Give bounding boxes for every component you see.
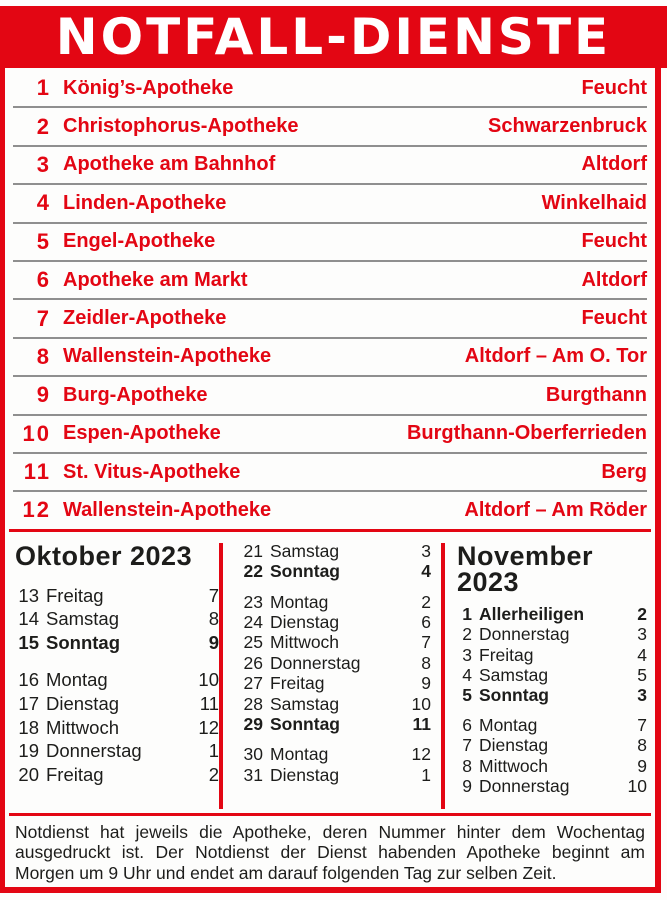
pharmacy-row xyxy=(13,416,647,454)
calendar-row xyxy=(457,685,647,705)
duty-pharmacy-number: 3 xyxy=(421,540,431,561)
calendar-row xyxy=(239,673,431,693)
day-number: 17 xyxy=(18,692,39,714)
day-number: 5 xyxy=(462,685,472,706)
pharmacy-row xyxy=(13,454,647,492)
day-label: Dienstag xyxy=(46,692,120,714)
day-number: 16 xyxy=(18,669,39,691)
duty-pharmacy-number: 1 xyxy=(421,764,431,785)
calendar-row xyxy=(239,541,431,561)
day-number: 8 xyxy=(462,755,472,776)
day-number: 14 xyxy=(18,608,39,630)
day-number: 3 xyxy=(462,644,472,665)
day-number: 20 xyxy=(18,764,39,786)
calendar-row xyxy=(457,624,647,644)
calendar-row xyxy=(239,561,431,581)
day-label: Dienstag xyxy=(270,611,340,632)
day-label: Montag xyxy=(479,714,538,735)
pharmacy-city: Winkelhaid xyxy=(541,191,647,214)
duty-pharmacy-number: 2 xyxy=(208,764,219,786)
pharmacy-row xyxy=(13,147,647,185)
calendar-column-october-cont xyxy=(223,541,441,813)
duty-pharmacy-number: 9 xyxy=(637,755,647,776)
calendar-column-november xyxy=(445,541,647,813)
calendar-row xyxy=(15,716,219,740)
pharmacy-number: 6 xyxy=(36,267,51,293)
day-label: Donnerstag xyxy=(479,624,570,645)
day-number: 30 xyxy=(243,744,263,765)
pharmacy-number: 10 xyxy=(22,420,51,446)
pharmacy-name: Zeidler-Apotheke xyxy=(63,307,227,330)
day-label: Montag xyxy=(46,669,108,691)
duty-pharmacy-number: 10 xyxy=(627,775,647,796)
day-label: Samstag xyxy=(46,608,120,630)
pharmacy-number: 8 xyxy=(36,343,51,369)
duty-pharmacy-number: 7 xyxy=(208,584,219,606)
duty-pharmacy-number: 7 xyxy=(421,632,431,653)
calendar-row xyxy=(457,645,647,665)
calendar-row xyxy=(239,765,431,785)
day-label: Allerheiligen xyxy=(479,603,585,624)
pharmacy-number: 9 xyxy=(36,382,51,408)
pharmacy-name: Apotheke am Markt xyxy=(63,268,248,291)
month-title-october: Oktober 2023 xyxy=(15,540,193,571)
day-number: 27 xyxy=(243,673,263,694)
calendar-row xyxy=(239,592,431,612)
pharmacy-number: 3 xyxy=(36,151,51,177)
duty-pharmacy-number: 8 xyxy=(208,608,219,630)
calendar-row xyxy=(15,668,219,692)
day-number: 4 xyxy=(462,664,472,685)
calendar-row xyxy=(15,584,219,608)
pharmacy-row xyxy=(13,108,647,146)
day-label: Sonntag xyxy=(479,685,549,706)
day-label: Freitag xyxy=(46,764,104,786)
day-number: 23 xyxy=(243,591,263,612)
duty-pharmacy-number: 5 xyxy=(637,664,647,685)
pharmacy-name: König’s-Apotheke xyxy=(63,76,234,99)
pharmacy-number: 7 xyxy=(36,305,51,331)
day-number: 15 xyxy=(18,632,39,654)
day-number: 28 xyxy=(243,693,263,714)
pharmacy-city: Feucht xyxy=(581,307,647,330)
pharmacy-name: St. Vitus-Apotheke xyxy=(63,460,241,483)
day-label: Montag xyxy=(270,591,329,612)
calendar-rows-november xyxy=(457,604,647,797)
calendar-row xyxy=(457,604,647,624)
duty-pharmacy-number: 1 xyxy=(208,740,219,762)
pharmacy-city: Burgthann-Oberferrieden xyxy=(406,422,647,445)
day-label: Samstag xyxy=(270,540,340,561)
pharmacy-city: Feucht xyxy=(581,230,647,253)
day-number: 13 xyxy=(18,584,39,606)
day-number: 22 xyxy=(243,561,263,582)
day-label: Dienstag xyxy=(270,764,340,785)
duty-pharmacy-number: 2 xyxy=(637,603,647,624)
pharmacy-row xyxy=(13,70,647,108)
pharmacy-list xyxy=(5,68,655,529)
pharmacy-number: 2 xyxy=(36,113,51,139)
pharmacy-number: 11 xyxy=(23,459,51,485)
duty-pharmacy-number: 4 xyxy=(637,644,647,665)
day-label: Samstag xyxy=(270,693,340,714)
calendar-row xyxy=(457,665,647,685)
day-label: Donnerstag xyxy=(479,775,570,796)
duty-pharmacy-number: 7 xyxy=(637,714,647,735)
duty-pharmacy-number: 12 xyxy=(198,716,219,738)
day-label: Freitag xyxy=(479,644,534,665)
duty-pharmacy-number: 10 xyxy=(411,693,431,714)
calendar-rows-october xyxy=(15,584,219,787)
pharmacy-row xyxy=(13,262,647,300)
calendar-row xyxy=(15,763,219,787)
calendar-row xyxy=(457,715,647,735)
calendar-rows-october-cont xyxy=(239,541,431,785)
day-label: Donnerstag xyxy=(46,740,142,762)
duty-pharmacy-number: 11 xyxy=(412,713,431,734)
pharmacy-city: Altdorf xyxy=(581,153,647,176)
calendar-row xyxy=(15,739,219,763)
day-label: Donnerstag xyxy=(270,652,361,673)
day-number: 31 xyxy=(243,764,263,785)
day-label: Freitag xyxy=(270,673,325,694)
pharmacy-name: Wallenstein-Apotheke xyxy=(63,345,272,368)
duty-pharmacy-number: 11 xyxy=(199,692,219,714)
day-label: Sonntag xyxy=(46,632,120,654)
duty-pharmacy-number: 2 xyxy=(421,591,431,612)
banner xyxy=(0,6,667,68)
duty-pharmacy-number: 12 xyxy=(411,744,431,765)
duty-pharmacy-number: 3 xyxy=(637,685,647,706)
pharmacy-city: Burgthann xyxy=(545,383,647,406)
calendar-row xyxy=(15,607,219,631)
pharmacy-city: Feucht xyxy=(581,76,647,99)
day-number: 24 xyxy=(243,611,263,632)
calendar-row xyxy=(239,653,431,673)
day-number: 29 xyxy=(243,713,263,734)
day-number: 6 xyxy=(462,714,472,735)
duty-pharmacy-number: 8 xyxy=(421,652,431,673)
day-label: Sonntag xyxy=(270,713,340,734)
duty-pharmacy-number: 4 xyxy=(421,561,431,582)
pharmacy-number: 12 xyxy=(22,497,51,523)
day-number: 25 xyxy=(243,632,263,653)
pharmacy-name: Burg-Apotheke xyxy=(63,383,208,406)
pharmacy-row xyxy=(13,224,647,262)
day-label: Sonntag xyxy=(270,561,340,582)
calendar-row xyxy=(457,735,647,755)
duty-pharmacy-number: 3 xyxy=(637,624,647,645)
day-number: 26 xyxy=(243,652,263,673)
month-title-november: November 2023 xyxy=(457,540,594,597)
pharmacy-number: 5 xyxy=(36,228,51,254)
calendar-row xyxy=(457,756,647,776)
duty-pharmacy-number: 10 xyxy=(198,669,219,691)
calendar-row xyxy=(239,612,431,632)
day-label: Dienstag xyxy=(479,735,549,756)
day-label: Freitag xyxy=(46,584,104,606)
pharmacy-row xyxy=(13,339,647,377)
duty-calendar xyxy=(5,532,655,813)
calendar-row xyxy=(239,694,431,714)
duty-pharmacy-number: 6 xyxy=(421,611,431,632)
footer-note: Notdienst hat jeweils die Apotheke, deren Nummer hinter dem Wochentag ausgedruckt ist. Der Notdienst der Dienst habenden Apotheke beginnt am Morgen um 9 Uhr und endet am darauf folgenden Tag zur selben Zeit. xyxy=(15,821,645,884)
calendar-row xyxy=(457,776,647,796)
pharmacy-number: 1 xyxy=(36,75,51,101)
day-number: 7 xyxy=(462,735,472,756)
pharmacy-name: Christophorus-Apotheke xyxy=(63,115,299,138)
pharmacy-row xyxy=(13,185,647,223)
day-label: Samstag xyxy=(479,664,549,685)
pharmacy-name: Wallenstein-Apotheke xyxy=(63,498,272,521)
day-number: 18 xyxy=(18,716,39,738)
banner-title: NOTFALL-DIENSTE xyxy=(55,8,612,66)
pharmacy-city: Berg xyxy=(601,460,647,483)
calendar-row xyxy=(239,632,431,652)
day-number: 21 xyxy=(243,540,263,561)
calendar-row xyxy=(15,631,219,655)
pharmacy-number: 4 xyxy=(36,190,51,216)
duty-pharmacy-number: 9 xyxy=(208,632,219,654)
pharmacy-name: Apotheke am Bahnhof xyxy=(63,153,276,176)
pharmacy-city: Altdorf – Am O. Tor xyxy=(464,345,647,368)
day-number: 19 xyxy=(18,740,39,762)
pharmacy-city: Schwarzenbruck xyxy=(488,115,647,138)
pharmacy-row xyxy=(13,377,647,415)
pharmacy-row xyxy=(13,492,647,528)
day-number: 2 xyxy=(462,624,472,645)
pharmacy-name: Engel-Apotheke xyxy=(63,230,216,253)
day-number: 1 xyxy=(462,603,472,624)
pharmacy-city: Altdorf – Am Röder xyxy=(464,498,647,521)
content-frame xyxy=(0,68,661,893)
pharmacy-city: Altdorf xyxy=(581,268,647,291)
day-number: 9 xyxy=(462,775,472,796)
day-label: Mittwoch xyxy=(46,716,119,738)
calendar-row xyxy=(239,714,431,734)
calendar-row xyxy=(239,744,431,764)
day-label: Montag xyxy=(270,744,329,765)
pharmacy-row xyxy=(13,300,647,338)
pharmacy-name: Linden-Apotheke xyxy=(63,191,227,214)
day-label: Mittwoch xyxy=(479,755,549,776)
calendar-column-october xyxy=(15,541,219,813)
pharmacy-name: Espen-Apotheke xyxy=(63,422,221,445)
day-label: Mittwoch xyxy=(270,632,340,653)
calendar-row xyxy=(15,692,219,716)
duty-pharmacy-number: 9 xyxy=(421,673,431,694)
duty-pharmacy-number: 8 xyxy=(637,735,647,756)
